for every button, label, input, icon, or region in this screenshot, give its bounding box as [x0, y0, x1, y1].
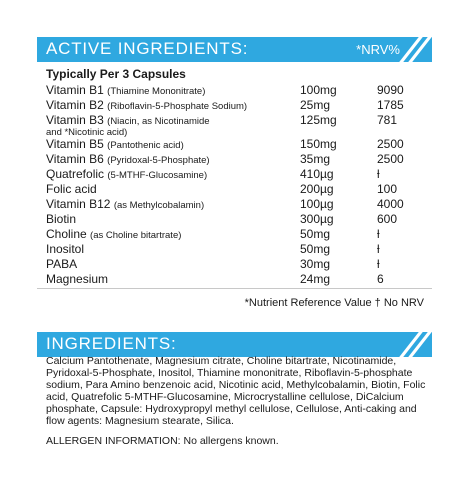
- ingredient-form: (Pyridoxal-5-Phosphate): [107, 155, 210, 166]
- ingredient-name-text: Quatrefolic: [46, 167, 105, 181]
- ingredient-nrv: ƚ: [377, 227, 380, 241]
- ingredient-name: [46, 198, 296, 212]
- ingredient-amount: 410µg: [300, 167, 334, 181]
- ingredient-amount: 25mg: [300, 98, 331, 112]
- ingredient-amount: 150mg: [300, 137, 337, 151]
- ingredient-name-text: Vitamin B1: [46, 83, 104, 97]
- ingredient-form: (Niacin, as Nicotinamide: [107, 116, 210, 127]
- ingredient-nrv: 9090: [377, 83, 404, 97]
- ingredients-title: INGREDIENTS:: [46, 334, 177, 353]
- ingredient-nrv: 1785: [377, 98, 404, 112]
- ingredient-amount: 125mg: [300, 113, 337, 127]
- ingredient-name-text: Vitamin B5: [46, 137, 104, 151]
- ingredient-name-text: Inositol: [46, 242, 85, 256]
- ingredient-name-text: Magnesium: [46, 272, 109, 286]
- ingredient-amount: 30mg: [300, 257, 331, 271]
- ingredient-form: (5-MTHF-Glucosamine): [107, 170, 208, 181]
- ingredient-name: [46, 213, 296, 226]
- ingredient-name-text: Vitamin B2: [46, 98, 104, 112]
- table-divider: [37, 288, 432, 289]
- ingredient-name-text: Vitamin B6: [46, 152, 104, 166]
- ingredient-nrv: 4000: [377, 197, 404, 211]
- ingredient-form: (Riboflavin-5-Phosphate Sodium): [107, 101, 248, 112]
- ingredient-nrv: 2500: [377, 137, 404, 151]
- ingredient-nrv: ƚ: [377, 167, 380, 181]
- ingredient-name-text: Folic acid: [46, 182, 97, 196]
- ingredient-nrv: 2500: [377, 152, 404, 166]
- ingredient-amount: 100µg: [300, 197, 334, 211]
- ingredient-name-text: Choline: [46, 227, 87, 241]
- ingredient-name: [46, 258, 296, 271]
- ingredient-nrv: 6: [377, 272, 384, 286]
- ingredient-form: (Pantothenic acid): [107, 140, 184, 151]
- nrv-footnote: *Nutrient Reference Value † No NRV: [244, 297, 424, 309]
- ingredient-nrv: ƚ: [377, 242, 380, 256]
- ingredient-name: [46, 99, 296, 113]
- ingredient-amount: 50mg: [300, 242, 331, 256]
- ingredient-name: [46, 168, 296, 182]
- ingredient-name: [46, 153, 296, 167]
- ingredient-amount: 200µg: [300, 182, 334, 196]
- ingredient-name-text: Vitamin B3: [46, 113, 104, 127]
- ingredient-amount: 24mg: [300, 272, 331, 286]
- ingredient-form: (as Methylcobalamin): [113, 200, 205, 211]
- ingredient-name: [46, 243, 296, 256]
- active-ingredients-title: ACTIVE INGREDIENTS:: [46, 39, 249, 58]
- ingredient-nrv: 100: [377, 182, 398, 196]
- ingredient-name: [46, 228, 296, 242]
- ingredient-name: [46, 114, 296, 138]
- ingredient-nrv: 600: [377, 212, 398, 226]
- ingredient-form: (as Choline bitartrate): [90, 230, 182, 241]
- ingredients-list: Calcium Pantothenate, Magnesium citrate, Choline bitartrate, Nicotinamide, Pyridoxal-5-Phosphate, Inositol, Thiamine mononitrate, Riboflavin-5-phosphate sodium, Para Amino benzenoic acid, Nicotinic acid, Methylcobalamin, Biotin, Folic acid, Quatrefolic 5-MTHF-Glucosamine, Microcrystalline cellulose, DiCalcium phosphate, Capsule: Hydroxypropyl methyl cellulose, Cellulose, Anti-caking and flow agents: Magnesium stearate, Silica.: [46, 355, 426, 427]
- ingredient-form-continued: and *Nicotinic acid): [46, 127, 128, 138]
- allergen-information: ALLERGEN INFORMATION: No allergens known.: [46, 435, 279, 447]
- ingredient-form: (Thiamine Mononitrate): [107, 86, 206, 97]
- ingredient-amount: 35mg: [300, 152, 331, 166]
- ingredient-name: [46, 183, 296, 196]
- ingredient-name: [46, 84, 296, 98]
- ingredient-amount: 100mg: [300, 83, 337, 97]
- ingredient-name-text: Vitamin B12: [46, 197, 111, 211]
- ingredient-name-text: PABA: [46, 257, 78, 271]
- ingredient-name: [46, 273, 296, 286]
- ingredient-amount: 50mg: [300, 227, 331, 241]
- ingredient-nrv: 781: [377, 113, 398, 127]
- ingredient-name-text: Biotin: [46, 212, 77, 226]
- ingredient-name: [46, 138, 296, 152]
- serving-subheading: Typically Per 3 Capsules: [46, 67, 186, 81]
- ingredient-nrv: ƚ: [377, 257, 380, 271]
- nrv-column-header: *NRV%: [356, 42, 400, 57]
- active-ingredients-banner: [37, 37, 432, 62]
- ingredients-banner: [37, 332, 432, 357]
- ingredient-amount: 300µg: [300, 212, 334, 226]
